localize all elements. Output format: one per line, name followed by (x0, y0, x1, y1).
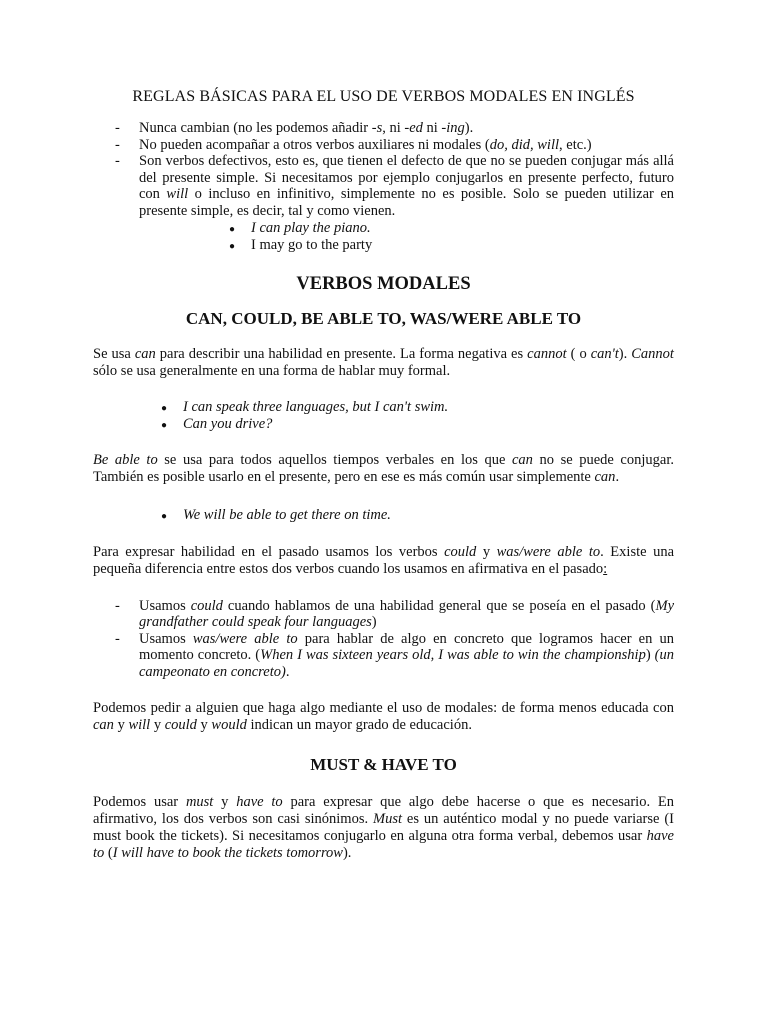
past-item: - Usamos could cuando hablamos de una habilidad general que se poseía en el pasado (My grandfather could speak four languages) (93, 598, 674, 631)
paragraph-be-able-to: Be able to se usa para todos aquellos tiempos verbales en los que can no se puede conjugar. También es posible usarlo en el presente, pero en ese es más común usar simplemente can. (93, 451, 674, 485)
rules-examples (93, 220, 674, 254)
example-item: ● I can play the piano. (251, 220, 674, 237)
document-title: REGLAS BÁSICAS PARA EL USO DE VERBOS MODALES EN INGLÉS (132, 88, 635, 105)
paragraph-past-ability: Para expresar habilidad en el pasado usamos los verbos could y was/were able to. Existe una pequeña diferencia entre estos dos verbos cuando los usamos en afirmativa en el pasado: (93, 543, 675, 577)
paragraph-must: Podemos usar must y have to para expresar que algo debe hacerse o que es necesario. En afirmativo, los dos verbos son casi sinónimos. Must es un auténtico modal y no puede variarse (I must book the tickets). Si necesitamos conjugarlo en alguna otra forma verbal, debemos usar have to (I will have to book the tickets tomorrow). (93, 793, 675, 861)
example-item: ● I may go to the party (251, 237, 674, 254)
example-item: ● Can you drive? (183, 416, 674, 433)
paragraph-can: Se usa can para describir una habilidad en presente. La forma negativa es cannot ( o can't). Cannot sólo se usa generalmente en una forma de hablar muy formal. (93, 345, 674, 379)
past-ability-list (93, 598, 674, 681)
section-heading-must: MUST & HAVE TO (310, 754, 457, 774)
paragraph-politeness: Podemos pedir a alguien que haga algo mediante el uso de modales: de forma menos educada con can y will y could y would indican un mayor grado de educación. (93, 699, 674, 733)
can-examples (93, 399, 674, 433)
rules-list (93, 120, 674, 220)
rule-item: - Son verbos defectivos, esto es, que tienen el defecto de que no se pueden conjugar más allá del presente simple. Si necesitamos por ejemplo conjugarlos en presente perfecto, futuro con will o incluso en infinitivo, simplemente no es posible. Solo se pueden utilizar en presente simple, es decir, tal y como vienen. (93, 153, 674, 219)
section-heading-can: CAN, COULD, BE ABLE TO, WAS/WERE ABLE TO (185, 308, 582, 328)
example-item: ● I can speak three languages, but I can't swim. (183, 399, 674, 416)
example-item: ● We will be able to get there on time. (183, 507, 674, 524)
section-heading-verbos-modales: VERBOS MODALES (296, 273, 471, 294)
rule-item: - Nunca cambian (no les podemos añadir -s, ni -ed ni -ing). (93, 120, 674, 137)
past-item: - Usamos was/were able to para hablar de algo en concreto que logramos hacer en un momento concreto. (When I was sixteen years old, I was able to win the championship) (un campeonato en concreto). (93, 631, 674, 681)
rule-item: - No pueden acompañar a otros verbos auxiliares ni modales (do, did, will, etc.) (93, 137, 674, 154)
able-examples (93, 507, 674, 524)
